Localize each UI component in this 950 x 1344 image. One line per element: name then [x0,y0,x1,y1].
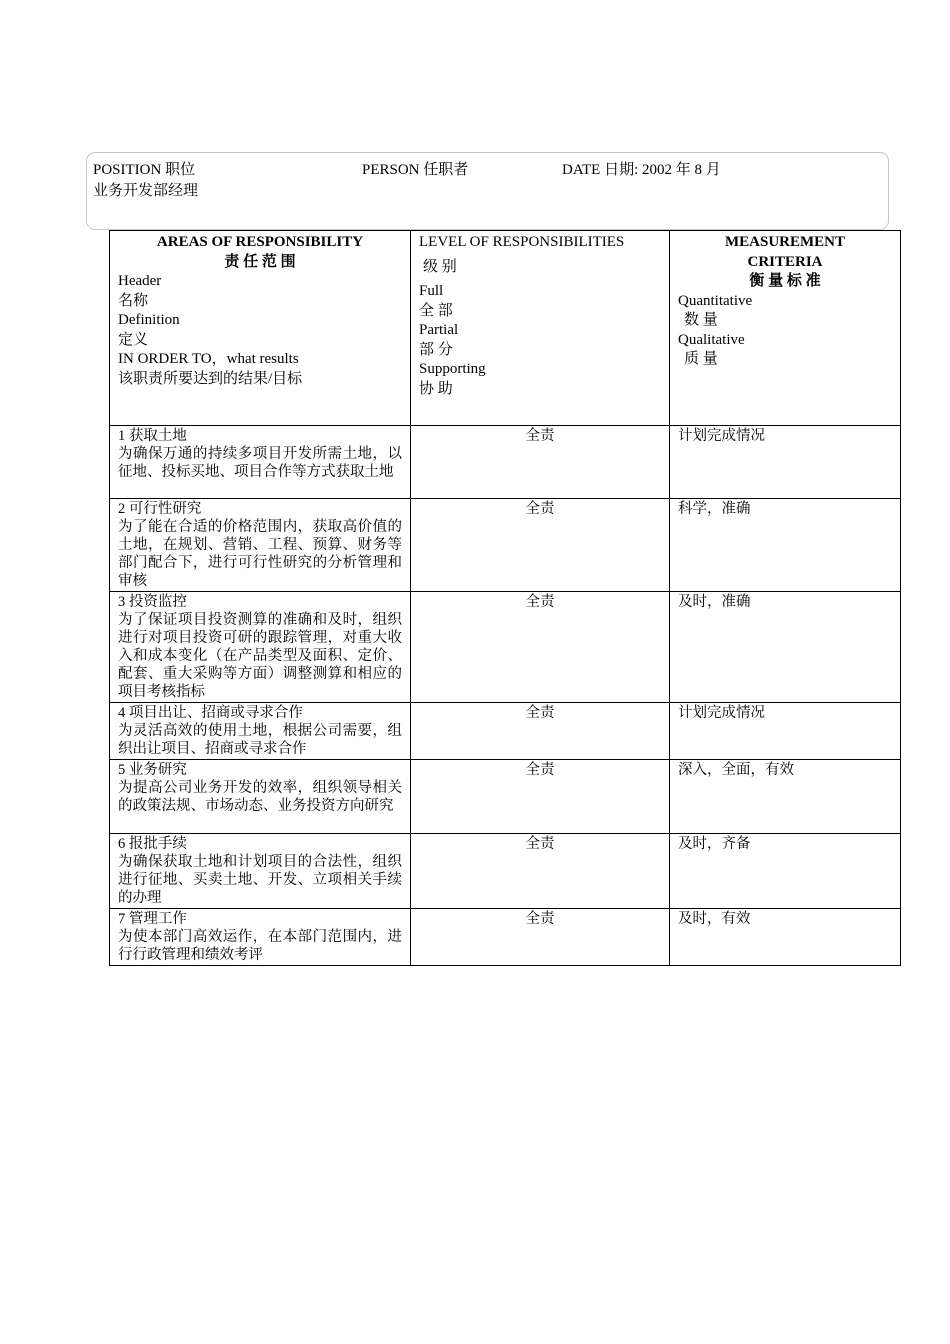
area-title: 1 获取土地 [118,428,187,444]
responsibility-table [109,230,901,966]
area-desc: 为确保获取土地和计划项目的合法性，组织进行征地、买卖土地、开发、立项相关手续的办理 [118,854,402,906]
area-title: 4 项目出让、招商或寻求合作 [118,705,303,721]
areas-title-cn: 责 任 范 围 [224,253,296,270]
area-desc: 为灵活高效的使用土地，根据公司需要，组织出让项目、招商或寻求合作 [118,723,402,757]
area-desc: 为了保证项目投资测算的准确和及时，组织进行对项目投资可研的跟踪管理，对重大收入和成本变化（在产品类型及面积、定价、配套、重大采购等方面）调整测算和相应的项目考核指标 [118,612,402,700]
level-cell: 全责 [411,760,670,834]
level-line: Partial [419,322,459,338]
level-line: Supporting [419,361,486,377]
areas-line: Header [118,273,162,289]
level-cell: 全责 [411,834,670,909]
criteria-cell: 及时，有效 [670,909,901,966]
measure-line: 质 量 [684,351,718,367]
areas-title-en: AREAS OF RESPONSIBILITY [156,234,364,250]
areas-line: 该职责所要达到的结果/目标 [118,370,303,387]
table-row [110,703,901,760]
area-cell [110,760,411,834]
measure-line: Qualitative [678,331,745,348]
criteria-cell: 及时，准确 [670,592,901,703]
table-header-row [110,231,901,426]
area-cell [110,499,411,592]
level-cell: 全责 [411,592,670,703]
level-cell: 全责 [411,909,670,966]
areas-line: Definition [118,312,180,328]
area-cell [110,426,411,499]
level-title-en: LEVEL OF RESPONSIBILITIES [419,234,625,250]
criteria-cell: 计划完成情况 [670,703,901,760]
area-cell [110,909,411,966]
table-row [110,834,901,909]
area-cell [110,834,411,909]
area-title: 2 可行性研究 [118,501,202,517]
area-desc: 为使本部门高效运作，在本部门范围内，进行行政管理和绩效考评 [118,929,402,963]
area-desc: 为确保万通的持续多项目开发所需土地，以征地、投标买地、项目合作等方式获取土地 [118,446,402,480]
measure-line: 数 量 [684,312,718,328]
position-value: 业务开发部经理 [93,183,199,199]
level-cell: 全责 [411,703,670,760]
level-line: 部 分 [419,341,453,358]
measure-title-cn: 衡 量 标 准 [749,273,821,289]
area-desc: 为提高公司业务开发的效率，组织领导相关的政策法规、市场动态、业务投资方向研究 [118,780,402,814]
areas-line: 定义 [118,331,149,348]
criteria-cell: 科学，准确 [670,499,901,592]
area-cell [110,592,411,703]
measure-header-cell [670,231,901,426]
level-title-cn: 级 别 [423,258,457,275]
date-label: DATE 日期: 2002 年 8 月 [562,162,721,178]
areas-line: IN ORDER TO，what results [118,351,299,367]
table-row [110,909,901,966]
area-cell [110,703,411,760]
table-row [110,426,901,499]
criteria-cell: 深入，全面，有效 [670,760,901,834]
table-row [110,499,901,592]
areas-line: 名称 [118,292,149,309]
level-header-cell [411,231,670,426]
level-line: 全 部 [419,302,453,319]
area-title: 7 管理工作 [118,911,187,927]
measure-line: Quantitative [678,292,753,309]
level-cell: 全责 [411,426,670,499]
criteria-cell: 及时，齐备 [670,834,901,909]
table-row [110,592,901,703]
criteria-cell: 计划完成情况 [670,426,901,499]
level-line: Full [419,283,444,299]
header-box [86,152,889,230]
measure-title-en-2: CRITERIA [747,253,823,270]
area-desc: 为了能在合适的价格范围内，获取高价值的土地，在规划、营销、工程、预算、财务等部门配合下，进行可行性研究的分析管理和审核 [118,519,402,589]
table-row [110,760,901,834]
areas-header-cell [110,231,411,426]
area-title: 3 投资监控 [118,594,187,610]
level-line: 协 助 [419,380,453,397]
person-label: PERSON 任职者 [362,162,469,178]
area-title: 5 业务研究 [118,762,187,778]
area-title: 6 报批手续 [118,836,187,852]
measure-title-en-1: MEASUREMENT [724,234,845,250]
position-label: POSITION 职位 [93,162,196,178]
level-cell: 全责 [411,499,670,592]
